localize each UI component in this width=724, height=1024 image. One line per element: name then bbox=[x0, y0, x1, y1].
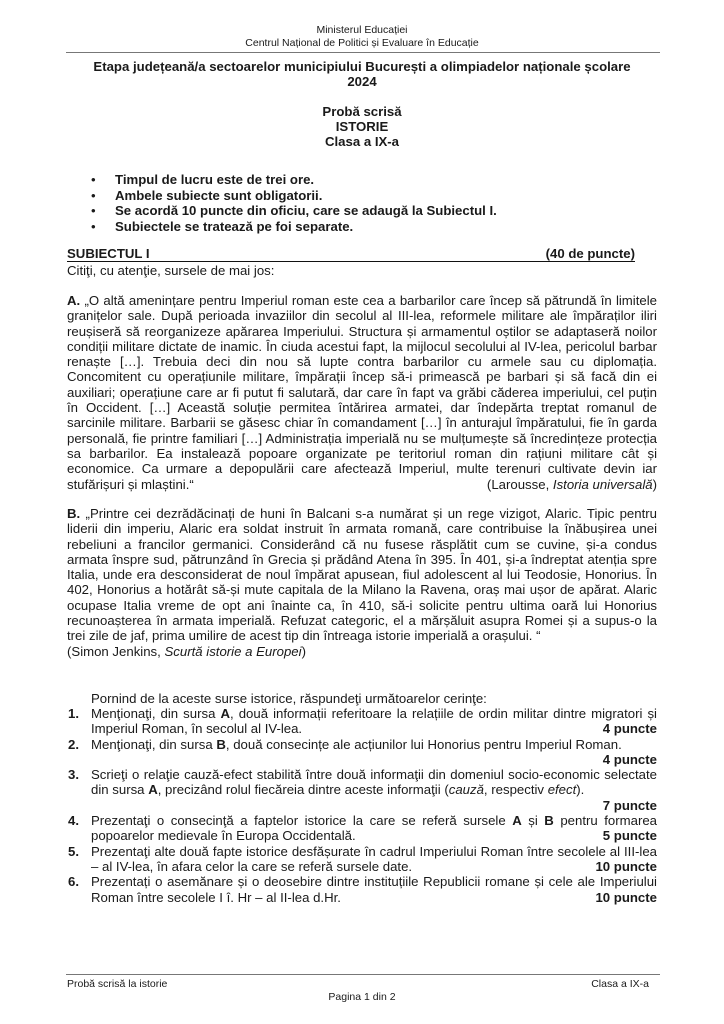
question-text: Menţionaţi, din sursa bbox=[91, 706, 221, 721]
question-text: , două informații referitoare la relațiile de ordin militar dintre migratori și Imperiul Roman, în secolul al IV-lea. bbox=[91, 706, 657, 737]
question-text: Scrieţi o relaţie cauză-efect stabilită între două informaţii din domeniul socio-economic selectate din sursa bbox=[91, 767, 657, 798]
source-a-label: A. bbox=[67, 293, 81, 308]
question-text: cauză bbox=[448, 782, 484, 798]
subject-title: SUBIECTUL I bbox=[67, 246, 150, 261]
question-text: Menţionaţi, din sursa bbox=[91, 736, 217, 752]
question-points: 10 puncte bbox=[595, 889, 657, 905]
source-b-citation bbox=[67, 644, 657, 659]
ministry-name: Ministerul Educației bbox=[316, 24, 408, 36]
instructions-list bbox=[89, 172, 497, 234]
source-ref: A bbox=[512, 813, 522, 829]
question-points: 5 puncte bbox=[602, 828, 657, 844]
question-number: 6. bbox=[68, 874, 79, 890]
olympiad-year: 2024 bbox=[347, 74, 377, 89]
question-number: 2. bbox=[68, 736, 79, 752]
question-text: , precizând rolul fiecăreia dintre aceste informaţii ( bbox=[157, 782, 449, 798]
footer-right: Clasa a IX-a bbox=[591, 978, 649, 990]
center-name: Centrul Național de Politici și Evaluare în Educație bbox=[245, 37, 479, 49]
source-b-label: B. bbox=[67, 506, 81, 521]
citation-end: ) bbox=[652, 476, 657, 492]
question-number: 3. bbox=[68, 767, 79, 783]
citation-title: Istoria universală bbox=[552, 476, 653, 492]
page-number: Pagina 1 din 2 bbox=[328, 991, 396, 1003]
question-text: Prezentați o asemănare și o deosebire dintre instituțiile Republicii romane și cele ale Imperiului Roman între secolele I î. Hr – al II-lea d.Hr. bbox=[91, 874, 657, 905]
questions-intro: Pornind de la aceste surse istorice, răspundeţi următoarelor cerinţe: bbox=[91, 691, 487, 706]
question-points: 10 puncte bbox=[595, 858, 657, 874]
question-item bbox=[67, 706, 657, 737]
source-a-citation bbox=[487, 477, 657, 492]
citation-title: Scurtă istorie a Europei bbox=[164, 643, 302, 659]
question-text: Prezentaţi o consecinţă a faptelor istorice la care se referă sursele bbox=[91, 813, 513, 829]
footer-left: Probă scrisă la istorie bbox=[67, 978, 168, 990]
subject-heading bbox=[67, 247, 635, 262]
question-text: Prezentaţi alte două fapte istorice desfășurate în cadrul Imperiului Roman între secolele al III-lea – al IV-lea, în afara celor la care se referă sursele date. bbox=[91, 843, 657, 874]
question-text: ). bbox=[576, 782, 585, 798]
question-points: 7 puncte bbox=[602, 797, 657, 813]
subject-intro: Citiţi, cu atenţie, sursele de mai jos: bbox=[67, 263, 275, 278]
question-text: , două consecințe ale acțiunilor lui Honorius pentru Imperiul Roman. bbox=[225, 736, 622, 752]
question-item bbox=[67, 813, 657, 844]
source-ref: A bbox=[220, 706, 230, 721]
citation-end: ) bbox=[301, 643, 306, 659]
source-ref: B bbox=[544, 813, 554, 829]
citation-author: (Simon Jenkins, bbox=[67, 643, 165, 659]
question-text: efect bbox=[547, 782, 577, 798]
question-text: , respectiv bbox=[483, 782, 548, 798]
source-a-text: „O altă amenințare pentru Imperiul roman este cea a barbarilor care încep să pătrundă în limitele granițelor sale. După perioada invaziilor din secolul al III-lea, reformele militare ale împăraților iliri reușiseră să reorganizeze apărarea Imperiului. Structura și armamentul oștilor se adaptaseră noilor condiții militare dictate de inamic. În ciuda acestui fapt, la mijlocul secolului al IV-lea, pericolul barbar renaște […]. Trebuia deci din nou să lupte contra barbarilor cu armele sau cu diplomația. Concomitent cu operațiunile militare, împărații încep să-i primească pe barbari și să facă din ei auxiliari; operațiune care ar fi putut fi salutară, dar care în fapt va grăbi căderea imperiului, cel puțin în Occident. […] Această soluție permitea întărirea armatei, dar îndepărta treptat romanul de sarcinile militare. Barbarii se găsesc chiar în comandament […] în anturajul împăratului, fie în garda personală, fie printre familiari […] Administrația imperială nu se mulțumește să încredințeze protecția sa barbarilor. Ea instalează popoare organizate pe teritoriul roman din rațiuni militare cât și economice. Ca urmare a depopulării care afectează Imperiul, multe terenuri cultivate devin iar stufărișuri și mlaștini.“ bbox=[67, 293, 657, 492]
question-number: 4. bbox=[68, 813, 79, 829]
source-a bbox=[67, 293, 657, 492]
questions-list bbox=[67, 706, 657, 905]
olympiad-title: Etapa județeană/a sectoarelor municipiului București a olimpiadelor naționale școlare bbox=[93, 59, 631, 74]
source-ref: B bbox=[216, 736, 226, 752]
source-ref: A bbox=[148, 782, 158, 798]
source-b bbox=[67, 506, 657, 659]
question-item bbox=[67, 767, 657, 813]
question-points: 4 puncte bbox=[602, 751, 657, 767]
question-number: 1. bbox=[68, 706, 79, 721]
question-text: și bbox=[521, 813, 545, 829]
footer-divider bbox=[66, 974, 660, 975]
question-text: pentru formarea popoarelor medievale în Europa Occidentală. bbox=[91, 813, 657, 844]
source-b-text: „Printre cei dezrădăcinați de huni în Balcani s-a numărat și un rege vizigot, Alaric. Tipic pentru liderii din imperiu, Alaric era soldat instruit în armata romană, care contribuise la înăbușirea unei rebeliuni a francilor germanici. Considerând că nu fusese răsplătit cum se cuvine, și-a condus armata înspre sud, pătrunzând în Grecia și prădând Atena în 395. În 401, și-a îndreptat atenția spre Italia, unde era desconsiderat de noul împărat apusean, fiul adolescent al lui Teodosie, Honorius. În 402, Honorius a hotărât să-și mute capitala de la Milano la Ravena, oraș mai ușor de apărat. Alaric ocupase Italia vreme de opt ani înainte ca, în 410, să-i solicite pentru ultima oară lui Honorius recunoașterea în armata imperială. Refuzat categoric, el a mărșăluit asupra Romei și a supus-o la trei zile de jaf, prima umilire de acest tip din întreaga istorie imperială a orașului. “ bbox=[67, 506, 657, 644]
instruction-item: • Timpul de lucru este de trei ore. bbox=[89, 172, 497, 188]
citation-author: (Larousse, bbox=[486, 476, 553, 492]
instruction-item: • Se acordă 10 puncte din oficiu, care se adaugă la Subiectul I. bbox=[89, 203, 497, 219]
exam-subject: ISTORIE bbox=[335, 119, 389, 134]
exam-grade: Clasa a IX-a bbox=[324, 134, 400, 149]
question-item bbox=[67, 874, 657, 905]
instruction-item: • Ambele subiecte sunt obligatorii. bbox=[89, 188, 497, 204]
header-divider bbox=[66, 52, 660, 53]
question-points: 4 puncte bbox=[602, 721, 657, 737]
question-number: 5. bbox=[68, 843, 79, 859]
instruction-item: • Subiectele se tratează pe foi separate. bbox=[89, 219, 497, 235]
question-item bbox=[67, 737, 657, 768]
subject-points: (40 de puncte) bbox=[545, 246, 635, 261]
question-item bbox=[67, 844, 657, 875]
exam-type: Probă scrisă bbox=[322, 104, 402, 119]
